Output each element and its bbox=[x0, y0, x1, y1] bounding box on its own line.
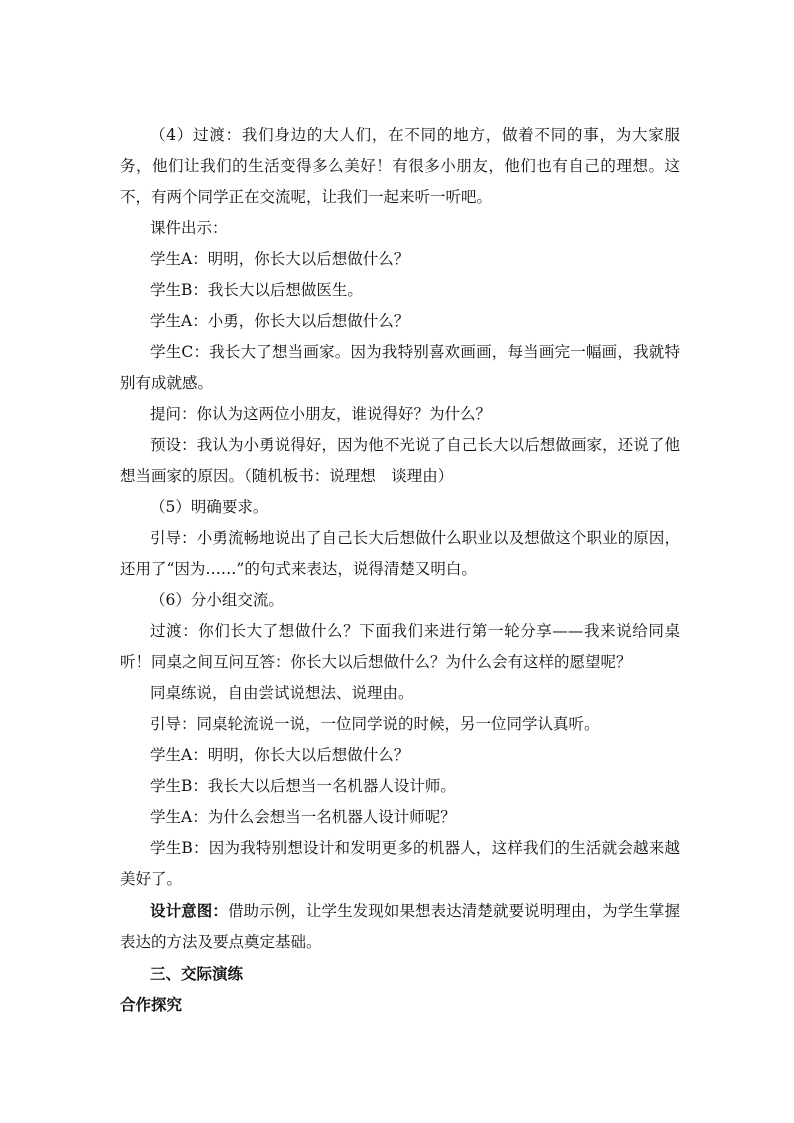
paragraph-student-a-3: 学生A：明明，你长大以后想做什么？ bbox=[150, 746, 410, 764]
paragraph-student-a-4: 学生A：为什么会想当一名机器人设计师呢？ bbox=[150, 808, 456, 826]
section-heading: 三、交际演练 bbox=[150, 964, 244, 983]
paragraph-step-6: （6）分小组交流。 bbox=[150, 591, 284, 609]
paragraph-student-c: 学生C：我长大了想当画家。因为我特别喜欢画画，每当画完一幅画，我就特别有成就感。 bbox=[120, 343, 680, 392]
paragraph-transition-4: （4）过渡：我们身边的大人们，在不同的地方，做着不同的事，为大家服务，他们让我们的生活变得多么美好！有很多小朋友，他们也有自己的理想。这不，有两个同学正在交流呢，让我们一起来听一听吧。 bbox=[120, 126, 680, 206]
paragraph-student-b-1: 学生B：我长大以后想做医生。 bbox=[150, 281, 363, 299]
paragraph-preset: 预设：我认为小勇说得好，因为他不光说了自己长大以后想做画家，还说了他想当画家的原因。（随机板书：说理想 谈理由） bbox=[120, 436, 680, 485]
design-intent-label: 设计意图： bbox=[150, 901, 228, 920]
design-intent-text: 借助示例，让学生发现如果想表达清楚就要说明理由，为学生掌握表达的方法及要点奠定基础。 bbox=[120, 902, 680, 951]
paragraph-transition-share: 过渡：你们长大了想做什么？下面我们来进行第一轮分享——我来说给同桌听！同桌之间互问互答：你长大以后想做什么？为什么会有这样的愿望呢？ bbox=[120, 622, 680, 671]
paragraph-design-intent bbox=[120, 895, 680, 958]
paragraph-practice: 同桌练说，自由尝试说想法、说理由。 bbox=[150, 684, 414, 702]
document-body bbox=[120, 120, 680, 1020]
subheading: 合作探究 bbox=[120, 995, 183, 1014]
paragraph-question: 提问：你认为这两位小朋友，谁说得好？为什么？ bbox=[150, 405, 492, 423]
paragraph-student-a-1: 学生A：明明，你长大以后想做什么？ bbox=[150, 250, 410, 268]
paragraph-courseware: 课件出示： bbox=[150, 219, 228, 237]
paragraph-student-b-2: 学生B：我长大以后想当一名机器人设计师。 bbox=[150, 777, 456, 795]
paragraph-student-b-3: 学生B：因为我特别想设计和发明更多的机器人，这样我们的生活就会越来越美好了。 bbox=[120, 839, 680, 888]
paragraph-student-a-2: 学生A：小勇，你长大以后想做什么？ bbox=[150, 312, 410, 330]
paragraph-step-5: （5）明确要求。 bbox=[150, 498, 269, 516]
paragraph-guide-2: 引导：同桌轮流说一说，一位同学说的时候，另一位同学认真听。 bbox=[150, 715, 600, 733]
paragraph-guide-1: 引导：小勇流畅地说出了自己长大后想做什么职业以及想做这个职业的原因，还用了“因为……”的句式来表达，说得清楚又明白。 bbox=[120, 529, 680, 578]
